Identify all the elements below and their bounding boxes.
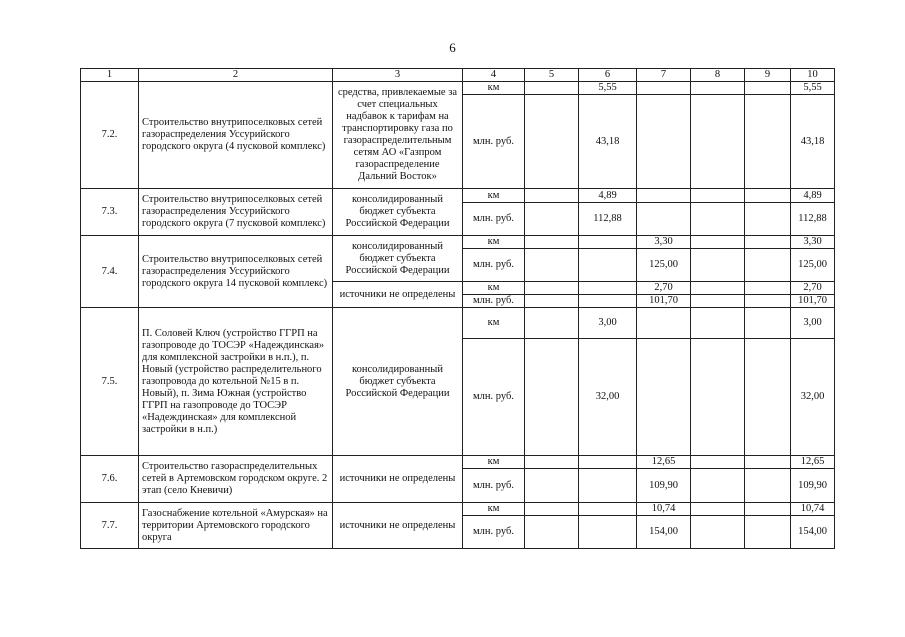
value-cell: [525, 249, 579, 282]
unit-cell: млн. руб.: [463, 469, 525, 503]
value-cell: [525, 282, 579, 295]
funding-source: источники не определены: [333, 456, 463, 503]
value-cell: [579, 456, 637, 469]
total-cell: 5,55: [791, 82, 835, 95]
header-cell: 2: [139, 69, 333, 82]
value-cell: 3,00: [579, 308, 637, 339]
value-cell: [745, 82, 791, 95]
value-cell: [525, 456, 579, 469]
value-cell: [691, 469, 745, 503]
value-cell: [525, 469, 579, 503]
value-cell: [745, 503, 791, 516]
value-cell: [579, 469, 637, 503]
unit-cell: км: [463, 503, 525, 516]
unit-cell: млн. руб.: [463, 95, 525, 189]
header-cell: 6: [579, 69, 637, 82]
funding-source: источники не определены: [333, 503, 463, 549]
value-cell: [691, 339, 745, 456]
value-cell: [525, 295, 579, 308]
row-description: Строительство внутрипоселковых сетей газораспределения Уссурийского городского округа 14 пусковой комплекс): [139, 236, 333, 308]
value-cell: [691, 282, 745, 295]
value-cell: [745, 249, 791, 282]
funding-source: средства, привлекаемые за счет специальных надбавок к тарифам на транспортировку газа по газораспределительным сетям АО «Газпром газораспределение Дальний Восток»: [333, 82, 463, 189]
table-row: [81, 236, 835, 249]
total-cell: 2,70: [791, 282, 835, 295]
header-cell: 4: [463, 69, 525, 82]
value-cell: [745, 95, 791, 189]
value-cell: [525, 516, 579, 549]
header-cell: 8: [691, 69, 745, 82]
unit-cell: млн. руб.: [463, 203, 525, 236]
row-description: Строительство газораспределительных сетей в Артемовском городском округе. 2 этап (село Кневичи): [139, 456, 333, 503]
table-row: [81, 189, 835, 203]
funding-source: консолидированный бюджет субъекта Российской Федерации: [333, 308, 463, 456]
header-cell: 10: [791, 69, 835, 82]
value-cell: [691, 516, 745, 549]
funding-source: источники не определены: [333, 282, 463, 308]
value-cell: [637, 203, 691, 236]
header-cell: 3: [333, 69, 463, 82]
table-row: [81, 503, 835, 516]
unit-cell: км: [463, 189, 525, 203]
value-cell: [579, 516, 637, 549]
value-cell: [579, 503, 637, 516]
total-cell: 112,88: [791, 203, 835, 236]
value-cell: 109,90: [637, 469, 691, 503]
value-cell: [691, 295, 745, 308]
value-cell: 10,74: [637, 503, 691, 516]
table-row: [81, 308, 835, 339]
unit-cell: млн. руб.: [463, 295, 525, 308]
value-cell: [745, 469, 791, 503]
value-cell: [525, 339, 579, 456]
header-row: [81, 69, 835, 82]
value-cell: [579, 249, 637, 282]
value-cell: [579, 295, 637, 308]
value-cell: [525, 503, 579, 516]
row-number: 7.7.: [81, 503, 139, 549]
value-cell: [745, 339, 791, 456]
value-cell: [579, 282, 637, 295]
total-cell: 3,30: [791, 236, 835, 249]
value-cell: 2,70: [637, 282, 691, 295]
value-cell: 101,70: [637, 295, 691, 308]
value-cell: [691, 308, 745, 339]
value-cell: [525, 236, 579, 249]
row-description: П. Соловей Ключ (устройство ГГРП на газопроводе до ТОСЭР «Надеждинская» для комплексной застройки в н.п.), п. Новый (устройство распределительного газопровода до котельной №15 в п. Новый), п. Зима Южная (устройство ГГРП на газопроводе до ТОСЭР «Надеждинская» для комплексной застройки в н.п.): [139, 308, 333, 456]
unit-cell: млн. руб.: [463, 516, 525, 549]
value-cell: [579, 236, 637, 249]
total-cell: 125,00: [791, 249, 835, 282]
row-number: 7.6.: [81, 456, 139, 503]
header-cell: 9: [745, 69, 791, 82]
unit-cell: млн. руб.: [463, 249, 525, 282]
value-cell: 154,00: [637, 516, 691, 549]
total-cell: 43,18: [791, 95, 835, 189]
table-row: [81, 456, 835, 469]
total-cell: 32,00: [791, 339, 835, 456]
value-cell: [637, 339, 691, 456]
row-description: Строительство внутрипоселковых сетей газораспределения Уссурийского городского округа (7 пусковой комплекс): [139, 189, 333, 236]
value-cell: 4,89: [579, 189, 637, 203]
value-cell: [637, 95, 691, 189]
unit-cell: км: [463, 282, 525, 295]
value-cell: [637, 308, 691, 339]
row-number: 7.4.: [81, 236, 139, 308]
value-cell: [745, 516, 791, 549]
value-cell: [745, 295, 791, 308]
total-cell: 4,89: [791, 189, 835, 203]
unit-cell: км: [463, 82, 525, 95]
value-cell: [525, 189, 579, 203]
value-cell: [745, 282, 791, 295]
value-cell: 125,00: [637, 249, 691, 282]
header-cell: 1: [81, 69, 139, 82]
row-description: Строительство внутрипоселковых сетей газораспределения Уссурийского городского округа (4 пусковой комплекс): [139, 82, 333, 189]
value-cell: [745, 189, 791, 203]
row-number: 7.2.: [81, 82, 139, 189]
value-cell: [745, 308, 791, 339]
total-cell: 10,74: [791, 503, 835, 516]
value-cell: [745, 456, 791, 469]
value-cell: [637, 189, 691, 203]
row-number: 7.5.: [81, 308, 139, 456]
budget-table: [80, 68, 835, 549]
value-cell: [525, 203, 579, 236]
value-cell: [745, 236, 791, 249]
table-row: [81, 82, 835, 95]
total-cell: 101,70: [791, 295, 835, 308]
total-cell: 154,00: [791, 516, 835, 549]
funding-source: консолидированный бюджет субъекта Российской Федерации: [333, 189, 463, 236]
value-cell: [691, 203, 745, 236]
value-cell: 12,65: [637, 456, 691, 469]
value-cell: 32,00: [579, 339, 637, 456]
funding-source: консолидированный бюджет субъекта Российской Федерации: [333, 236, 463, 282]
value-cell: 43,18: [579, 95, 637, 189]
row-description: Газоснабжение котельной «Амурская» на территории Артемовского городского округа: [139, 503, 333, 549]
value-cell: [691, 456, 745, 469]
row-number: 7.3.: [81, 189, 139, 236]
unit-cell: км: [463, 236, 525, 249]
total-cell: 109,90: [791, 469, 835, 503]
value-cell: [525, 82, 579, 95]
value-cell: 5,55: [579, 82, 637, 95]
page-number: 6: [449, 40, 456, 55]
value-cell: [691, 189, 745, 203]
header-cell: 7: [637, 69, 691, 82]
value-cell: 3,30: [637, 236, 691, 249]
header-cell: 5: [525, 69, 579, 82]
value-cell: 112,88: [579, 203, 637, 236]
total-cell: 3,00: [791, 308, 835, 339]
value-cell: [745, 203, 791, 236]
value-cell: [691, 249, 745, 282]
unit-cell: млн. руб.: [463, 339, 525, 456]
value-cell: [691, 503, 745, 516]
value-cell: [525, 95, 579, 189]
value-cell: [691, 236, 745, 249]
value-cell: [637, 82, 691, 95]
value-cell: [691, 95, 745, 189]
value-cell: [525, 308, 579, 339]
unit-cell: км: [463, 308, 525, 339]
value-cell: [691, 82, 745, 95]
unit-cell: км: [463, 456, 525, 469]
total-cell: 12,65: [791, 456, 835, 469]
